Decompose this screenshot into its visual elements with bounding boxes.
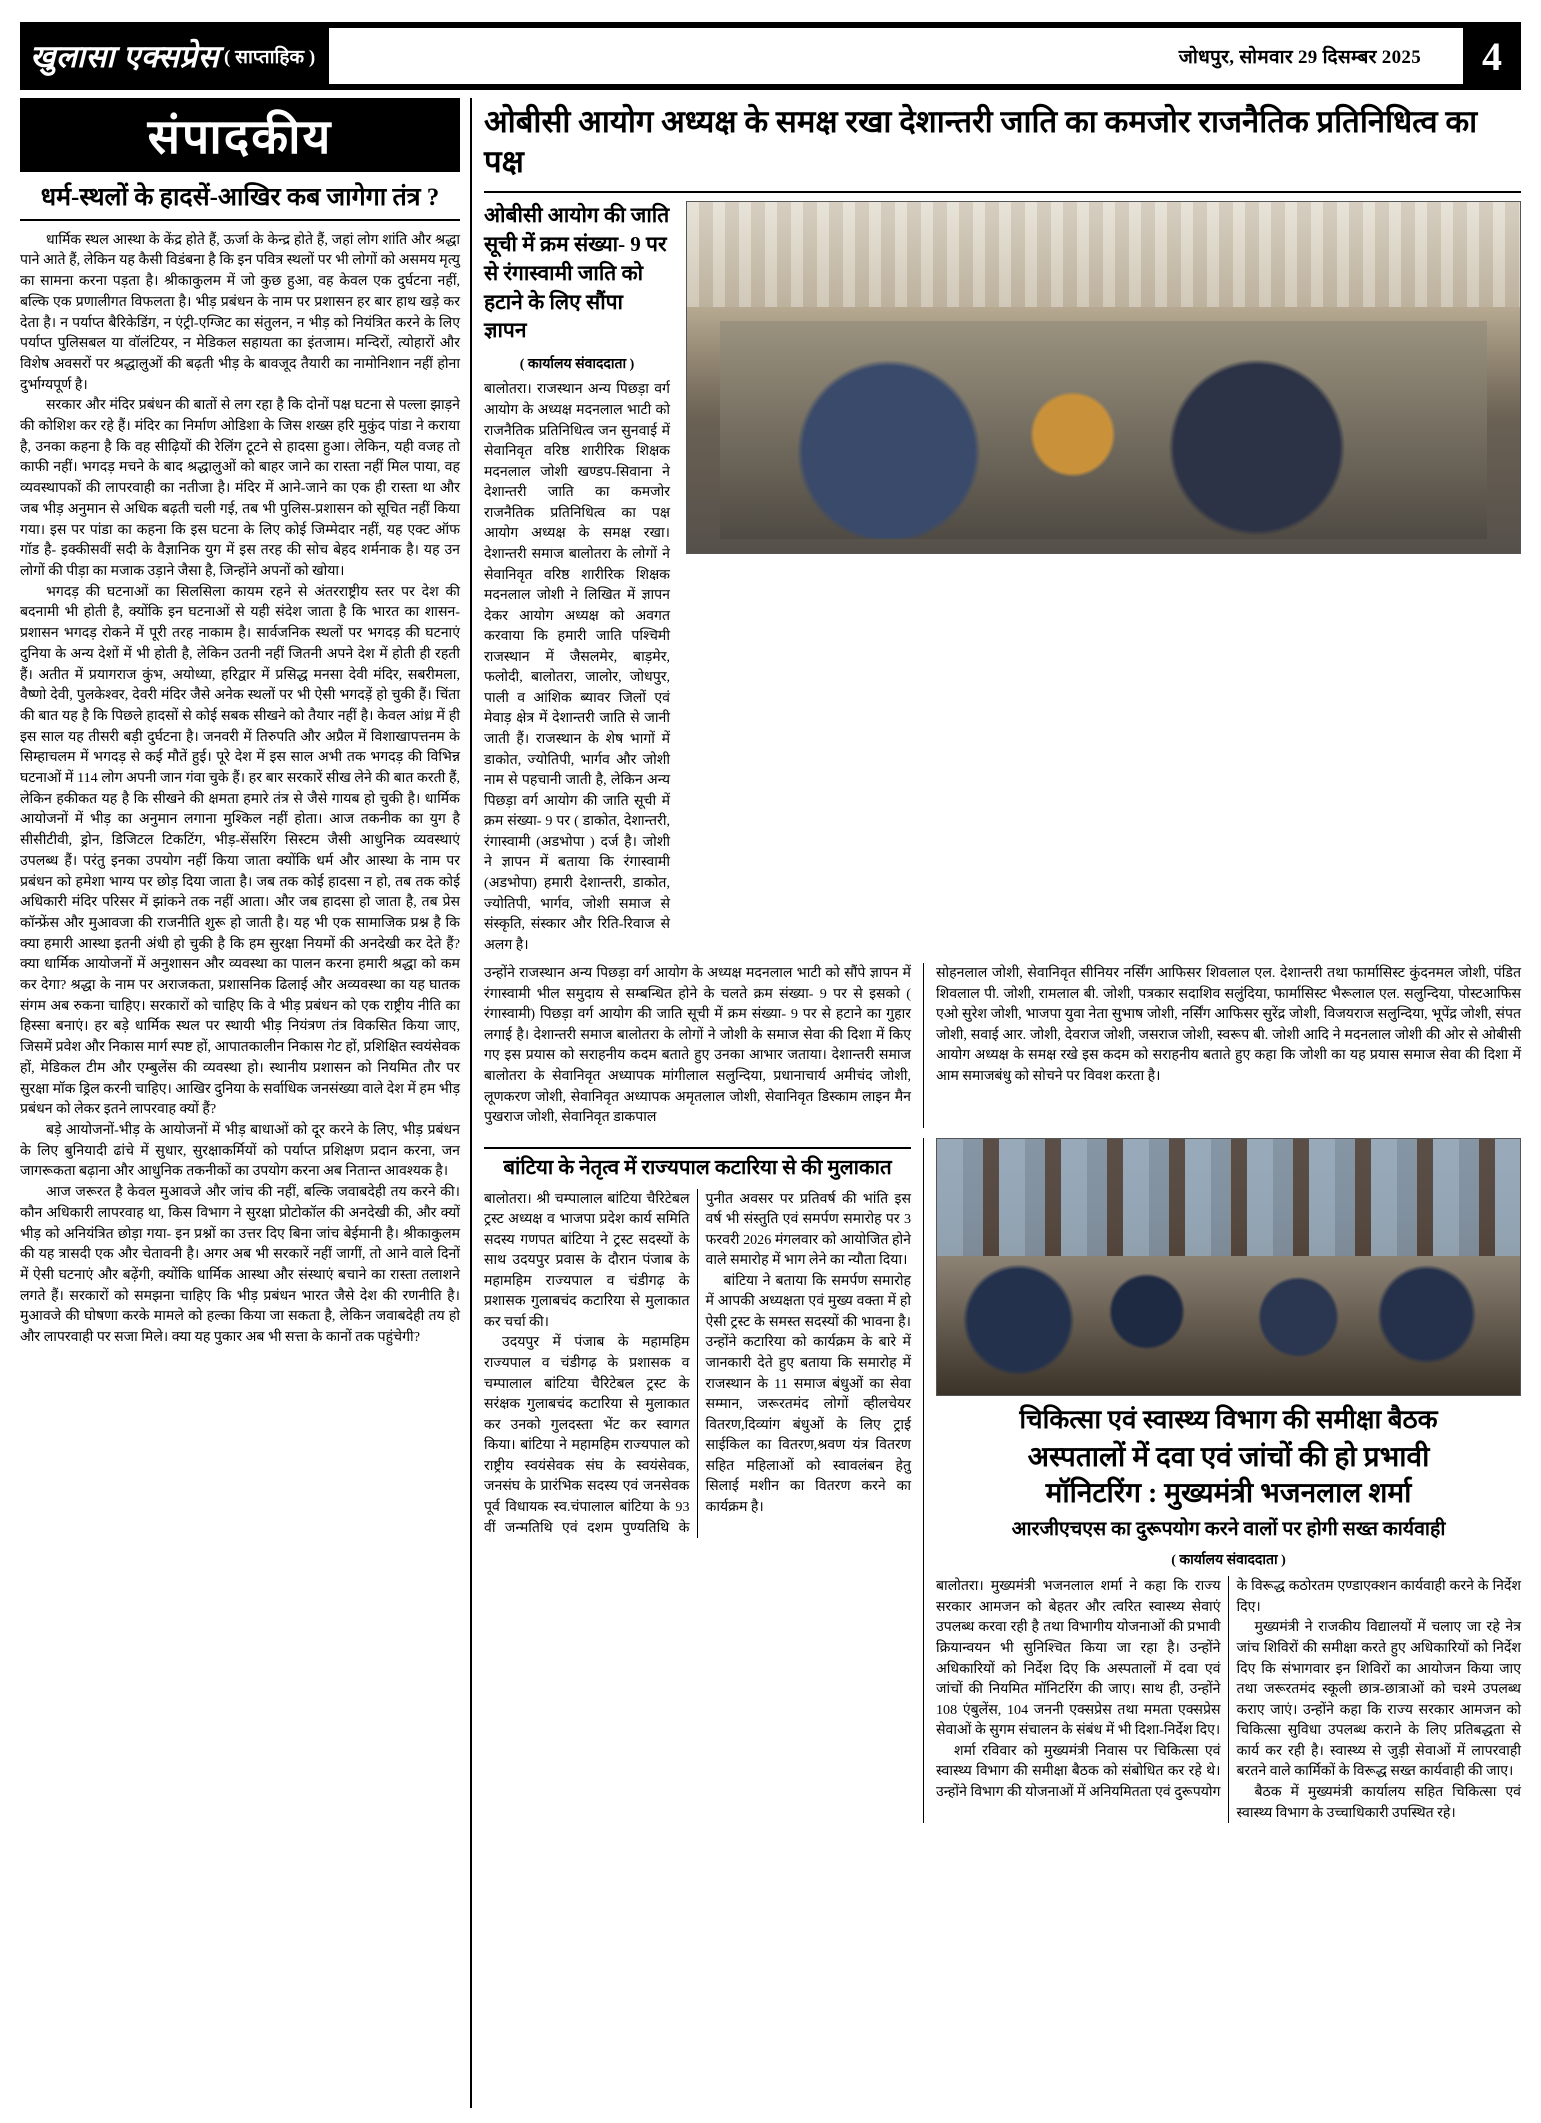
lead-article-desk-credit: ( कार्यालय संवाददाता ) (519, 357, 635, 373)
lead-article-kicker-block (484, 201, 680, 956)
news-column (472, 98, 1521, 2108)
editorial-banner (20, 98, 460, 172)
lead-article-headline: ओबीसी आयोग अध्यक्ष के समक्ष रखा देशान्तरी जाति का कमजोर राजनैतिक प्रतिनिधित्व का पक्ष (484, 98, 1521, 193)
bantiya-paragraph: बालोतरा। श्री चम्पालाल बांटिया चैरिटेबल ट्रस्ट अध्यक्ष व भाजपा प्रदेश कार्य समिति सदस्य गणपत बांटिया ने ट्रस्ट सदस्यों के साथ उदयपुर प्रवास के दौरान पंजाब के महामहिम राज्यपाल व चंडीगढ़ के प्रशासक गुलाबचंद कटारिया से मुलाकात कर चर्चा की। (484, 1190, 690, 1330)
masthead-title-block (20, 25, 329, 87)
health-article-headline-line-3: मॉनिटरिंग : मुख्यमंत्री भजनलाल शर्मा (1045, 1477, 1412, 1509)
bantiya-article-body (484, 1189, 911, 1539)
bantiya-article (484, 1138, 924, 1823)
newspaper-periodicity: ( साप्ताहिक ) (224, 47, 316, 68)
editorial-banner-label: संपादकीय (147, 110, 333, 164)
editorial-column (20, 98, 472, 2108)
second-row (484, 1138, 1521, 1823)
health-article-headline-line-2: अस्पतालों में दवा एवं जांचों की हो प्रभावी (1027, 1442, 1430, 1474)
health-article (924, 1138, 1521, 1823)
lead-article-photo-wrap (686, 201, 1521, 956)
bantiya-article-headline: बांटिया के नेतृत्व में राज्यपाल कटारिया से की मुलाकात (484, 1147, 911, 1182)
masthead (20, 22, 1521, 90)
health-paragraph: बैठक में मुख्यमंत्री कार्यालय सहित चिकित्सा एवं स्वास्थ्य विभाग के उच्चाधिकारी उपस्थित रहे। (1236, 1783, 1521, 1821)
obc-commission-memorandum-photo (686, 201, 1521, 554)
page-number: 4 (1463, 25, 1521, 87)
editorial-paragraph: बड़े आयोजनों-भीड़ के आयोजनों में भीड़ बाधाओं को दूर करने के लिए, भीड़ प्रबंधन के लिए बुनियादी ढांचे में सुधार, सुरक्षाकर्मियों को पर्याप्त प्रशिक्षण प्रदान करना, जन जागरूकता बढ़ाना और आधुनिक तकनीकों का उपयोग करना अब नितान्त आवश्यक है। (20, 1121, 460, 1180)
health-paragraph: शर्मा रविवार को मुख्यमंत्री निवास पर चिकित्सा एवं स्वास्थ्य विभाग की समीक्षा बैठक को संबोधित कर रहे थे। उन्होंने विभाग की योजनाओं में अनियमितता एवं दुरूपयोग के विरूद्ध कठोरतम एण्डाएक्शन कार्यवाही करने के निर्देश दिए। (936, 1578, 1521, 1800)
editorial-paragraph: आज जरूरत है केवल मुआवजे और जांच की नहीं, बल्कि जवाबदेही तय करने की। कौन अधिकारी लापरवाह था, किस विभाग ने सुरक्षा प्रोटोकॉल की अनदेखी की, और क्यों भीड़ को अनियंत्रित छोड़ा गया- इन प्रश्नों का उत्तर दिए बिना जांच बेईमानी है। श्रीकाकुलम की यह त्रासदी एक और चेतावनी है। अगर अब भी सरकारें नहीं जागीं, तो आने वाले दिनों में ऐसी घटनाएं और बढ़ेंगी, क्योंकि धार्मिक आस्था और संस्थाएं बचाने का रास्ता तलाशने लगते हैं। सरकारों को समझना चाहिए कि भीड़ प्रबंधन भारत जैसे देश की रणनीति है। मुआवजे की घोषणा करके मामले को हल्का किया जा सकता है, लेकिन जवाबदेही तय हो और लापरवाही पर सजा मिले। क्या यह पुकार अब भी सत्ता के कानों तक पहुंचेगी? (20, 1184, 460, 1346)
lead-article-body-column-2: उन्होंने राजस्थान अन्य पिछड़ा वर्ग आयोग के अध्यक्ष मदनलाल भाटी को सौंपे ज्ञापन में रंगास्वामी भील समुदाय से सम्बन्धित होने के चलते क्रम संख्या- 9 पर से इसको ( रंगास्वामी) पिछड़ा वर्ग आयोग की जाति सूची में क्रम संख्या- 9 पर से हटाने का गुहार लगाई है। देशान्तरी समाज बालोतरा के लोगों ने जोशी के समाज सेवा की दिशा में किए गए इस प्रयास को सराहनीय कदम बताते हुए उनका आभार जताया। देशान्तरी समाज बालोतरा के सेवानिवृत अध्यापक मांगीलाल सलुन्दिया, प्रधानाचार्य अमीचंद जोशी, लूणकरण जोशी, सेवानिवृत अध्यापक अमृतलाल जोशी, सेवानिवृत डिस्काम लाइन मैन पुखराज जोशी, सेवानिवृत डाकपाल (484, 965, 911, 1126)
editorial-paragraph: सरकार और मंदिर प्रबंधन की बातों से लग रहा है कि दोनों पक्ष घटना से पल्ला झाड़ने की कोशिश कर रहे हैं। मंदिर का निर्माण ओडिशा के जिस शख्स हरि मुकुंद पांडा ने कराया है, उनका कहना है कि वह सीढ़ियों की रेलिंग टूटने से हादसा हुआ। लेकिन, यही वजह तो काफी नहीं। भगदड़ मचने के बाद श्रद्धालुओं को बाहर जाने का रास्ता नहीं मिल पाया, वह व्यवस्थापकों की लापरवाही का नतीजा है। मंदिर में आने-जाने का एक ही रास्ता था और जब भीड़ अनुमान से अधिक बढ़ती चली गई, तब भी पुलिस-प्रशासन को सूचित नहीं किया गया। इस पर पांडा का कहना कि इस घटना के लिए कोई जिम्मेदार नहीं, यह एक्ट ऑफ गॉड है- इक्कीसवीं सदी के वैज्ञानिक युग में इस तरह की सोच बेहद शर्मनाक है। यह उन लोगों की पीड़ा का मजाक उड़ाने जैसा है, जिन्होंने अपनों को खोया। (20, 397, 460, 579)
health-paragraph: मुख्यमंत्री ने राजकीय विद्यालयों में चलाए जा रहे नेत्र जांच शिविरों की समीक्षा करते हुए अधिकारियों को निर्देश दिए कि संभागवार इन शिविरों का आयोजन किया जाए तथा जरूरतमंद स्कूली छात्र-छात्राओं को चश्मे उपलब्ध कराए जाएं। उन्होंने कहा कि राज्य सरकार आमजन को चिकित्सा सुविधा उपलब्ध कराने के लिए प्रतिबद्धता से कार्य कर रही है। स्वास्थ्य से जुड़ी सेवाओं में लापरवाही बरतने वाले कार्मिकों के विरूद्ध सख्त कार्यवाही की जाए। (1236, 1619, 1521, 1780)
page-body (20, 98, 1521, 2108)
health-article-desk-credit: ( कार्यालय संवाददाता ) (1171, 1553, 1286, 1569)
health-department-review-meeting-photo (936, 1138, 1521, 1396)
lead-article-col-3-wrap (924, 963, 1521, 1128)
lead-article-col-2-wrap (484, 963, 924, 1128)
masthead-dateline-area (329, 28, 1463, 84)
dateline: जोधपुर, सोमवार 29 दिसम्बर 2025 (1178, 47, 1421, 68)
health-article-subheadline: आरजीएचएस का दुरूपयोग करने वालों पर होगी सख्त कार्यवाही (1011, 1518, 1446, 1540)
editorial-paragraph: धार्मिक स्थल आस्था के केंद्र होते हैं, ऊर्जा के केन्द्र होते हैं, जहां लोग शांति और श्रद्धा पाने आते हैं, लेकिन यह कैसी विडंबना है कि इन पवित्र स्थलों पर भी लोगों को असमय मृत्यु का सामना करना पड़ता है। श्रीकाकुलम में जो कुछ हुआ, वह केवल एक दुर्घटना नहीं, बल्कि एक प्रणालीगत विफलता है। भीड़ प्रबंधन के नाम पर प्रशासन हर बार हाथ खड़े कर देता है। न पर्याप्त बैरिकेडिंग, न एंट्री-एग्जिट का संतुलन, न भीड़ को नियंत्रित करने के लिए पर्याप्त पुलिसबल या वॉलंटियर, न मेडिकल सहायता का इंतजाम। मन्दिरों, त्योहारों और विशेष अवसरों पर श्रद्धालुओं की बढ़ती भीड़ के बावजूद तैयारी का नामोनिशान नहीं होना दुर्भाग्यपूर्ण है। (20, 231, 460, 393)
lead-article-kicker: ओबीसी आयोग की जाति सूची में क्रम संख्या- 9 पर से रंगास्वामी जाति को हटाने के लिए सौंपा ज्ञापन (484, 202, 670, 343)
editorial-paragraph: भगदड़ की घटनाओं का सिलसिला कायम रहने से अंतरराष्ट्रीय स्तर पर देश की बदनामी भी होती है, क्योंकि इन घटनाओं से यही संदेश जाता है कि भारत का शासन-प्रशासन भगदड़ रोकने में पूरी तरह नाकाम है। सार्वजनिक स्थलों पर भगदड़ की घटनाएं दुनिया के अन्य देशों में भी होती है, लेकिन उतनी नहीं जितनी अपने देश में होती ही रहती हैं। अतीत में प्रयागराज कुंभ, अयोध्या, हरिद्वार में प्रसिद्ध मनसा देवी मंदिर, सबरीमला, वैष्णो देवी, पुलकेश्वर, देवरी मंदिर जैसे अनेक स्थलों पर भी ऐसी भगदड़ें हो चुकी हैं। चिंता की बात यह है कि पिछले हादसों से कोई सबक सीखने को तैयार नहीं है। केवल आंध्र में ही इस साल यह तीसरी बड़ी दुर्घटना है। जनवरी में तिरुपति और अप्रैल में विशाखापत्तनम के सिम्हाचलम में भगदड़ से कई मौतें हुई। पूरे देश में इस साल अभी तक भगदड़ की विभिन्न घटनाओं में 114 लोग अपनी जान गंवा चुके हैं। हर बार सरकारें सीख लेने की बात करती हैं, लेकिन हकीकत यह है कि सीखने की क्षमता हमारे तंत्र से जैसे गायब हो चुकी है। धार्मिक आयोजनों में भीड़ का अनुमान लगाना मुश्किल नहीं होता। आज तकनीक का युग है सीसीटीवी, ड्रोन, डिजिटल टिकटिंग, भीड़-सेंसरिंग सिस्टम जैसी आधुनिक व्यवस्थाएं उपलब्ध हैं। परंतु इनका उपयोग नहीं किया जाता क्योंकि धर्म और आस्था के नाम पर प्रबंधन को हमेशा भाग्य पर छोड़ दिया जाता है। जब तक कोई हादसा न हो, तब तक कोई अधिकारी मंदिर परिसर में झांकने तक नहीं आता। और जब हादसा हो जाता है, तब प्रेस कॉन्फ्रेंस और मुआवजा की राजनीति शुरू हो जाती है। यह भी एक सामाजिक प्रश्न है कि क्या हमारी आस्था इतनी अंधी हो चुकी है कि हम सुरक्षा नियमों की अनदेखी कर देते हैं? क्या धार्मिक आयोजनों में अनुशासन और व्यवस्था का पालन करना हमारी श्रद्धा को कम कर देगा? श्रद्धा के नाम पर अराजकता, प्रशासनिक ढिलाई और अव्यवस्था का यह घातक संगम अब रुकना चाहिए। सरकारों को चाहिए कि वे भीड़ प्रबंधन को एक राष्ट्रीय नीति का हिस्सा बनाएं। हर बड़े धार्मिक स्थल पर स्थायी भीड़ नियंत्रण तंत्र विकसित किया जाए, जिसमें प्रवेश और निकास मार्ग स्पष्ट हों, आपातकालीन निकास गेट हों, प्रशिक्षित स्वयंसेवक हों, मेडिकल टीम और एम्बुलेंस की व्यवस्था हो। स्थानीय प्रशासन को नियमित तौर पर सुरक्षा मॉक ड्रिल करनी चाहिए। आखिर दुनिया के सर्वाधिक जनसंख्या वाले देश में हम भीड़ प्रबंधन को लेकर इतने लापरवाह क्यों हैं? (20, 583, 460, 1118)
health-paragraph: बालोतरा। मुख्यमंत्री भजनलाल शर्मा ने कहा कि राज्य सरकार आमजन को बेहतर और त्वरित स्वास्थ्य सेवाएं उपलब्ध करवा रही है तथा विभागीय योजनाओं की प्रभावी क्रियान्वयन भी सुनिश्चित किया जा रहा है। उन्होंने अधिकारियों को निर्देश दिए कि अस्पतालों में दवा एवं जांचों की नियमित मॉनिटरिंग की जाए। साथ ही, उन्होंने 108 एंबुलेंस, 104 जननी एक्सप्रेस तथा ममता एक्सप्रेस सेवाओं के सुगम संचालन के संबंध में भी दिशा-निर्देश दिए। (936, 1578, 1221, 1739)
lead-article-bottom-columns (484, 963, 1521, 1128)
newspaper-title: खुलासा एक्सप्रेस (30, 39, 220, 74)
editorial-body (20, 221, 460, 1348)
editorial-headline: धर्म-स्थलों के हादसें-आखिर कब जागेगा तंत्र ? (20, 172, 460, 221)
lead-article-body-column-3: सोहनलाल जोशी, सेवानिवृत सीनियर नर्सिंग आफिसर शिवलाल एल. देशान्तरी तथा फार्मासिस्ट कुंदनमल जोशी, पंडित शिवलाल पी. जोशी, रामलाल बी. जोशी, पत्रकार सदाशिव सलुंदिया, फार्मासिस्ट भैरूलाल एल. सलुन्दिया, पोस्टआफिस एओ सुरेश जोशी, भाजपा युवा नेता सुभाष जोशी, नर्सिंग आफिसर सुरेंद्र जोशी, विजयराज सलुन्दिया, भूपेंद्र जोशी, संपत जोशी, सवाई आर. जोशी, देवराज जोशी, जसराज जोशी, स्वरूप बी. जोशी आदि ने मदनलाल जोशी की ओर से ओबीसी आयोग अध्यक्ष के समक्ष रखे इस कदम को सराहनीय बताते हुए कहा कि जोशी का यह प्रयास समाज सेवा की दिशा में आम समाजबंधु को सोचने पर विवश करता है। (936, 965, 1521, 1084)
bantiya-paragraph: बांटिया ने बताया कि समर्पण समारोह में आपकी अध्यक्षता एवं मुख्य वक्ता में हो ऐसी ट्रस्ट के समस्त सदस्यों की भावना है। उन्होंने कटारिया को कार्यक्रम के बारे में जानकारी देते हुए बताया कि समारोह में राजस्थान के 11 समाज बंधुओं का सेवा सम्मान, जरूरतमंद लोगों व्हीलचेयर वितरण,दिव्यांग बंधुओं के लिए ट्राई साईकिल का वितरण,श्रवण यंत्र वितरण सहित महिलाओं को स्वावलंबन हेतु सिलाई मशीन का वितरण करने का कार्यक्रम है। (705, 1272, 911, 1515)
health-article-body (936, 1576, 1521, 1823)
lead-article-top-row (484, 201, 1521, 956)
bantiya-paragraph: उदयपुर में पंजाब के महामहिम राज्यपाल व चंडीगढ़ के प्रशासक व चम्पालाल बांटिया चैरिटेबल ट्रस्ट के सरंक्षक गुलाबचंद कटारिया से मुलाकात कर उनको गुलदस्ता भेंट कर स्वागत किया। बांटिया ने महामहिम राज्यपाल को राष्ट्रीय स्वयंसेवक संघ के स्वयंसेवक, जनसंघ के प्रारंभिक सदस्य एवं जनसेवक पूर्व विधायक स्व.चंपालाल बांटिया के 93 वीं जन्मतिथि एवं दशम पुण्यतिथि के पुनीत अवसर पर प्रतिवर्ष की भांति इस वर्ष भी संस्तुति एवं समर्पण समारोह पर 3 फरवरी 2026 मंगलवार को आयोजित होने वाले समारोह में भाग लेने का न्यौता दिया। (484, 1190, 911, 1536)
lead-article-body-column-1: बालोतरा। राजस्थान अन्य पिछड़ा वर्ग आयोग के अध्यक्ष मदनलाल भाटी को राजनैतिक प्रतिनिधित्व जन सुनवाई में सेवानिवृत वरिष्ठ शारीरिक शिक्षक मदनलाल जोशी खण्डप-सिवाना ने देशान्तरी जाति का कमजोर राजनैतिक प्रतिनिधित्व का पक्ष आयोग अध्यक्ष के समक्ष रखा। देशान्तरी समाज बालोतरा के लोगों ने सेवानिवृत वरिष्ठ शारीरिक शिक्षक मदनलाल जोशी ने लिखित में ज्ञापन देकर आयोग अध्यक्ष को अवगत करवाया कि हमारी जाति पश्चिमी राजस्थान में जैसलमेर, बाड़मेर, फलोदी, बालोतरा, जालोर, जोधपुर, पाली व आंशिक ब्यावर जिलों एवं मेवाड़ क्षेत्र में देशान्तरी जाति से जानी जाती हैं। राजस्थान के शेष भागों में डाकोत, ज्योतिपी, भार्गव और जोशी नाम से पहचानी जाती है, लेकिन अन्य पिछड़ा वर्ग आयोग की जाति सूची में क्रम संख्या- 9 पर ( डाकोत, देशान्तरी, रंगास्वामी (अडभोपा ) दर्ज है। जोशी ने ज्ञापन में बताया कि रंगास्वामी (अडभोपा) हमारी देशान्तरी, डाकोत, ज्योतिपी, भार्गव, जोशी समाज से संस्कृति, संस्कार और रिति-रिवाज से अलग है। (484, 381, 670, 953)
health-article-headline-line-1: चिकित्सा एवं स्वास्थ्य विभाग की समीक्षा बैठक (1019, 1404, 1438, 1434)
